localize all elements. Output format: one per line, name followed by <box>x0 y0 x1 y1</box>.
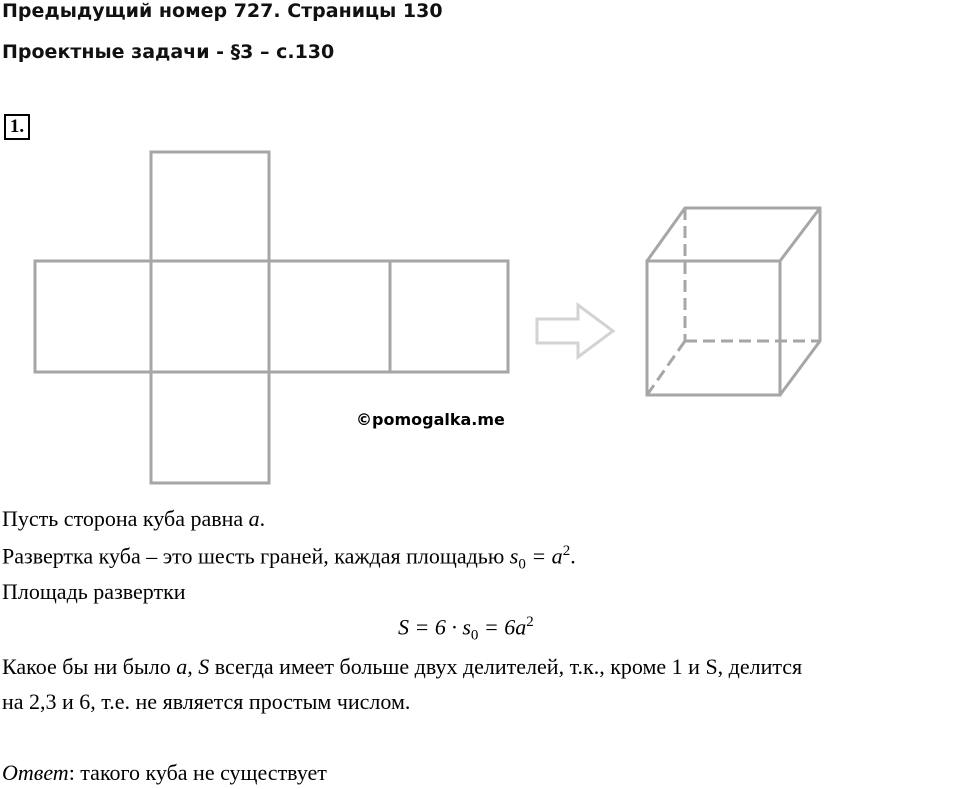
net-face-center <box>151 261 269 372</box>
net-face-left <box>35 261 151 372</box>
answer-line: Ответ: такого куба не существует <box>2 760 327 785</box>
answer-label: Ответ <box>2 760 69 785</box>
cube-net <box>35 152 508 483</box>
net-face-right <box>269 261 390 372</box>
math-a-squared: = a <box>525 543 563 569</box>
watermark: ©pomogalka.me <box>356 410 505 429</box>
area-formula: $S = 6 \cdot s_0 = 6a^2$ <box>398 614 534 644</box>
net-face-bottom <box>151 372 269 483</box>
right-arrow-icon <box>537 305 613 357</box>
text-line-5: Какое бы ни было a, S всегда имеет больше двух делителей, т.к., кроме 1 и S, делится <box>2 654 803 679</box>
cube-hidden-edges <box>647 208 820 395</box>
math-var-a: a <box>248 506 260 531</box>
cube-drawing <box>647 208 820 395</box>
math-s0: s <box>509 543 519 569</box>
cube-front-face <box>647 261 780 395</box>
task-number-box: 1. <box>4 114 30 140</box>
cube-back-edges <box>647 208 820 395</box>
text-line-6: на 2,3 и 6, т.е. не является простым числом. <box>2 689 411 714</box>
text-line-3: Площадь развертки <box>2 579 186 604</box>
page-header-previous: Предыдущий номер 727. Страницы 130 <box>2 0 443 22</box>
text-line-2: Развертка куба – это шесть граней, каждая площадью $s_0 = a^2$. <box>2 543 576 573</box>
net-face-top <box>151 152 269 261</box>
cube-edge-top-right <box>780 208 820 261</box>
text-line-1: Пусть сторона куба равна a. <box>2 506 266 531</box>
page-header-section: Проектные задачи - §3 – с.130 <box>2 41 335 63</box>
net-face-far-right <box>390 261 508 372</box>
